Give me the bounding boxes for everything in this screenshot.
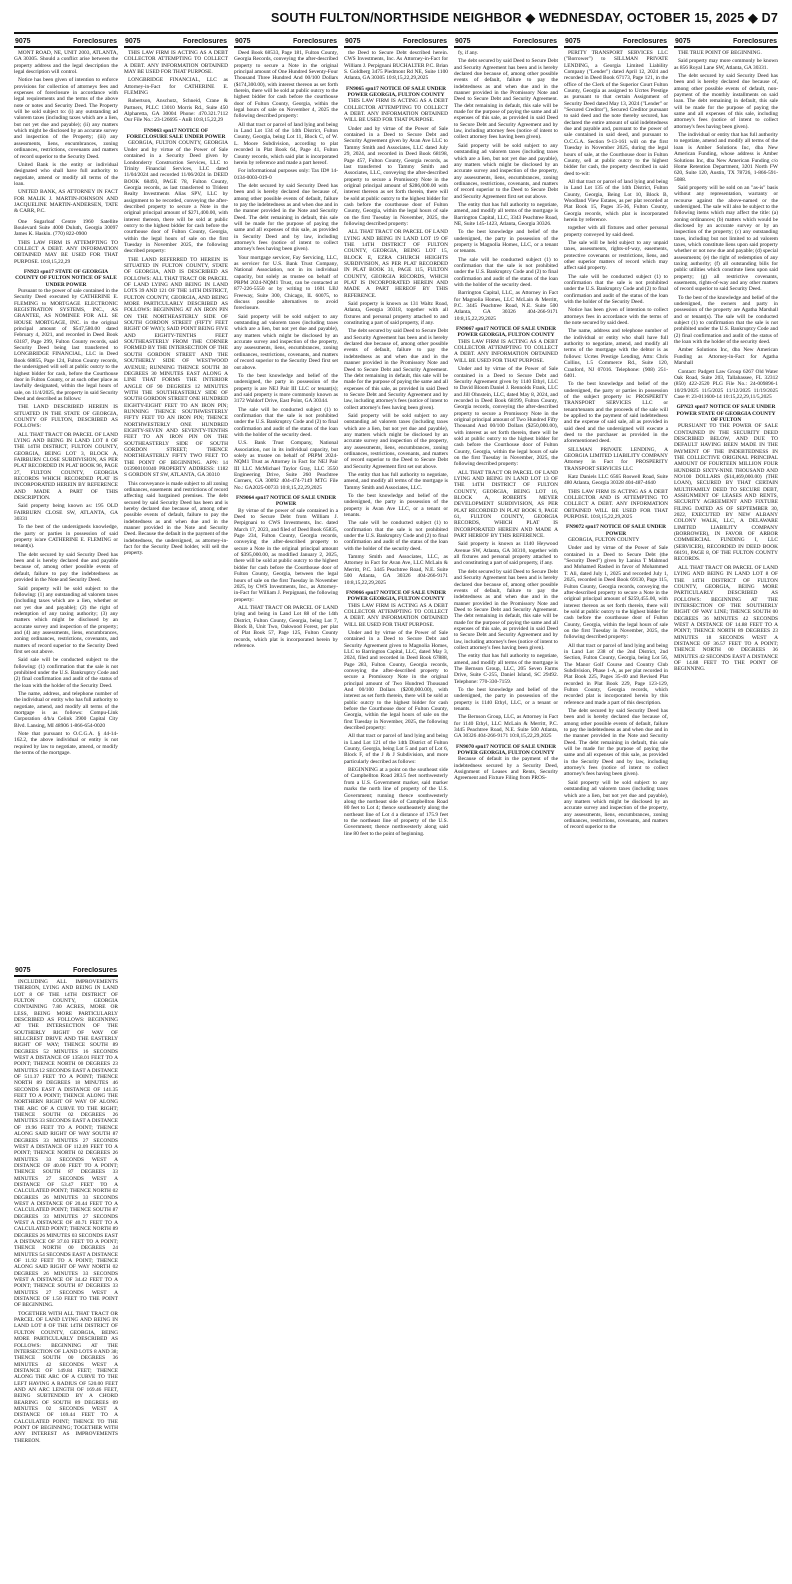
column-body <box>454 48 558 782</box>
notice-paragraph: The sale will be conducted subject (1) to confirmation that the sale is not prohibited under the U.S. Bankruptcy Code and (2) to final confirmation and audit of the status of the loan with the holder of the security deed. <box>234 406 338 438</box>
notice-heading: GPN23 spn17 NOTICE OF SALE UNDER POWER STATE OF GEORGIA COUNTY OF FULTON <box>676 404 776 423</box>
notice-paragraph: By virtue of the power of sale contained in a Deed to Secure Debt from William J. Perpignani to CWS Investments, Inc. dated March 17, 2023, and filed of Deed Book 65835, Page 234, Fulton County, Georgia records, conveying the after-described property to secure a Note in the original principal amount of $395,000.00, as modified January 2, 2025, there will be sold at public outcry to the highest bidder for cash before the Courthouse door of Fulton County, Georgia, between the legal hours of sale on the first Tuesday in November 2025, by CWS Investments, Inc., as Attorney-in-Fact for William J. Perpignani, the following property: <box>234 507 338 603</box>
notice-paragraph: Katz Daniels LLC 6565 Roswell Road, Suite 480 Atlanta, Georgia 30328 404-487-4640 <box>564 474 668 487</box>
column-header <box>14 38 118 48</box>
notice-heading: FN9066 spn17 NOTICE OF SALE UNDER POWER GEORGIA, FULTON COUNTY <box>346 589 446 603</box>
notice-paragraph: Said property will be sold subject to any outstanding ad valorem taxes (including taxes which are a lien, but not yet due and payable), any matters which might be disclosed by an accurate survey and inspection of the property, any assessments, liens, encumbrances, zoning ordinances, restrictions, covenants, and matters of record superior to the Security Deed first set out above. <box>234 313 338 371</box>
column-label: Foreclosures <box>623 38 667 45</box>
notice-paragraph: Said property is known as 131 Waltz Road, Atlanta, Georgia 30318, together with all fixtures and personal property attached to and constituting a part of said property, if any. <box>344 301 448 327</box>
notice-heading: FN923 spn17 STATE OF GEORGIA COUNTY OF FULTON NOTICE OF SALE UNDER POWER <box>15 269 117 288</box>
notice-paragraph: U.S. Bank Trust Company, National Association, not in its individual capacity, but solely as trustee on behalf of PRPM 2024-NQM1 Trust as Attorney in Fact for NEJ Pair III LLC McMichael Taylor Gray, LLC 3550 Engineering Drive, Suite 260 Peachtree Corners, GA 30092 404-474-7149 MTG File No.: GA2025-00733 10:8,15,22,29,2025 <box>234 440 338 491</box>
legal-notice <box>344 86 448 586</box>
column-body <box>344 48 448 837</box>
legal-column <box>454 38 558 967</box>
notice-paragraph: BEGINNING at a point on the southeast side of Campbellton Road 283.5 feet northwesterly from a U.S. Government marker, said marker marks the north line of property of the U.S. Government; running thence southwesterly along the northeast side of Campbellton Road 80 feet to Lot 4; thence southeasterly along the northeast line of Lot 4 a distance of 175.9 feet to the northeast line of property of the U.S. Government; thence northwesterly along said line 80 feet to the point of beginning. <box>344 767 448 837</box>
legal-notice <box>14 50 118 215</box>
notice-paragraph: Said property will be sold subject to any outstanding ad valorem taxes (including taxes which are a lien, but not yet due and payable), any matters which might be disclosed by an accurate survey and inspection of the property, any assessments, liens, encumbrances, zoning ordinances, restrictions, covenants, and matters of record superior to the Deed to Secure Debt and Security Agreement first set out above. <box>454 142 558 200</box>
column-label: Foreclosures <box>73 966 117 974</box>
column-code: 9075 <box>345 38 361 45</box>
notice-paragraph: together with all fixtures and other personal property conveyed by said deed. <box>564 225 668 238</box>
notice-paragraph: ALL THAT TRACT OR PARCEL OF LAND LYING AND BEING IN LAND LOT 13 OF THE 14TH DISTRICT OF FULTON COUNTY, GEORGIA, BEING LOT 16, BLOCK A, ROBERTS MEYER DEVELOPMENT SUBDIVISION, AS PER PLAT RECORDED IN PLAT BOOK 9, PAGE 61, FULTON COUNTY, GEORGIA RECORDS, WHICH PLAT IS INCORPORATED HEREIN AND MADE A PART HEREOF BY THIS REFERENCE. <box>454 469 558 540</box>
notice-paragraph: All that tract or parcel of land lying and being in Land Lot 238 of the 2nd District, 2nd Section, Fulton County, Georgia, being Lot 56, The Manor Golf Course and Country Club Subdivision, Phase 1-A, as per plat recorded in Plat Book 225, Pages 35-40 and Revised Plat recorded in Plat Book 229, Page 123-129, Fulton County, Georgia records, which recorded plat is incorporated herein by this reference and made a part of this description. <box>564 642 668 706</box>
column-label: Foreclosures <box>293 38 337 45</box>
notice-paragraph: To the best knowledge and belief of the undersigned, the party or parties in possession of the subject property is: PROSPERITY TRANSPORT SERVICES LLC or tenant/tenants and the proceeds of the sale will be applied to the payment of said indebtedness and the expense of said sale, all as provided in said deed and the undersigned will execute a deed to the purchaser as provided in the aforementioned deed. <box>564 381 668 445</box>
legal-notice <box>564 524 668 830</box>
notice-heading: FN9065 spn17 NOTICE OF SALE UNDER POWER GEORGIA, FULTON COUNTY <box>346 85 446 99</box>
notice-paragraph: The entity that has full authority to negotiate, amend, and modify all terms of the mortgage is Barrington Capital, LLC, 3343 Peachtree Road, NE, Suite 145-1423, Atlanta, Georgia 30326. <box>454 201 558 227</box>
notice-paragraph: Robertson, Anschutz, Schneid, Crane & Partners, PLLC 13010 Morris Rd., Suite 450 Alpharetta, GA 30004 Phone: 470.321.7112 Our File No.: 23-126695 - AnB 10:8,15,22,29 <box>124 98 228 124</box>
notice-paragraph: Note that pursuant to O.C.G.A. § 44-14-162.2, the above individual or entity is not required by law to negotiate, amend, or modify the terms of the mortgage. <box>14 731 118 757</box>
column-code: 9075 <box>675 38 691 45</box>
column-header <box>14 967 118 977</box>
notice-paragraph: PERITY TRANSPORT SERVICES LLC ("Borrower") to SILLMAN PRIVATE LENDING, a Georgia Limited Liability Company ("Lender") dated April 12, 2024 and recorded in Deed Book 67173, Page 121, in the office of the Clerk of the Superior Court Fulton County, Georgia as assigned to Ucrtes Prestige as pursuant to that certain Assignment of Security Deed dated May 13, 2024 ("Lender" or "Secured Creditor"), Secured Creditor pursuant to said deed and the note thereby secured, has declared the entire amount of said indebtedness due and payable and, pursuant to the power of sale contained in said deed, and pursuant to O.C.G.A. Section 9-13-161 will on the first Tuesday in November 2025, during the legal hours of sale, at the Courthouse door in Fulton County, sell at public outcry to the highest bidder for cash, the property described in said deed to-wit: <box>564 50 668 177</box>
page-masthead <box>14 10 778 34</box>
notice-paragraph: Notice has been given of intention to enforce provisions for collection of attorneys fees and expenses of foreclosure in accordance with legal requirements and the terms of the above note or notes and Security Deed. The Property will be sold subject to: (i) any outstanding ad valorem taxes (including taxes which are a lien, but not yet due and payable); (ii) any matters which might be disclosed by an accurate survey and inspection of the Property; (iii) any assessments, liens, encumbrances, zoning ordinances, restrictions, covenants and matters of record superior to the Security Deed. <box>14 77 118 160</box>
masthead-title: SOUTH FULTON/NORTHSIDE NEIGHBOR ◆ WEDNESDAY, OCTOBER 15, 2025 ◆ D7 <box>270 11 778 25</box>
notice-paragraph: SILLMAN PRIVATE LENDING, A GEORGIA LIMITED LIABILITY COMPANY Attorney in Fact for PROSPERITY TRANSPORT SERVICES LLC <box>564 446 668 472</box>
notice-paragraph: the Deed to Secure Debt described herein. CWS Investments, Inc. As Attorney-in-Fact for William J. Perpignani BUCHALTER P.C. Brian S. Goldberg 3475 Piedmont Rd NE, Suite 1100 Atlanta, GA 30305 10:8,15,22,29,2025 <box>344 50 448 82</box>
column-header <box>124 38 228 48</box>
column-header <box>234 38 338 48</box>
notice-paragraph: The debt secured by said Deed to Secure Debt and Security Agreement has been and is hereby declared due because of, among other possible events of default, failure to pay the indebtedness as and when due and in the manner provided in the Promissory Note and Deed to Secure Debt and Security Agreement. The debt remaining in default, this sale will be made for the purpose of paying the same and all expenses of this sale, as provided in said Deed to Secure Debt and Security Agreement and by law, including attorney fees (notice of intent to collect attorney fees having been given). <box>454 58 558 141</box>
notice-heading: FN9064 spn17 NOTICE OF SALE UNDER POWER <box>236 495 336 508</box>
column-label: Foreclosures <box>403 38 447 45</box>
column-code: 9075 <box>125 38 141 45</box>
legal-column <box>674 38 778 967</box>
legal-notice <box>234 495 338 649</box>
notice-paragraph: Under and by virtue of the Power of Sale contained in a Deed to Secure Debt and Security Agreement given to Magnolia Homes, LLC to Barrington Capital, LLC, dated May 3, 2024, filed and recorded in Deed Book 67888, Page 283, Fulton County, Georgia records, conveying the after-described property to secure a Promissory Note in the original principal amount of Two Hundred Thousand And 00/100 Dollars ($200,000.00), with interest as set forth therein, there will be sold at public outcry to the highest bidder for cash before the Courthouse door of Fulton County, Georgia, within the legal hours of sale on the first Tuesday in November, 2025, the following described property: <box>344 629 448 732</box>
notice-paragraph: PURSUANT TO THE POWER OF SALE CONTAINED IN THE SECURITY DEED DESCRIBED BELOW, AND DUE TO DEFAULT HAVING BEEN MADE IN THE PAYMENT OF THE INDEBTEDNESS IN THE COLLECTIVE ORIGINAL PRINCIPAL AMOUNT OF FOURTEEN MILLION FOUR HUNDRED SIXTY-NINE THOUSAND AND NO/100 DOLLARS ($14,469,000.00) (THE LOAN), SECURED BY THAT CERTAIN MULTIFAMILY DEED TO SECURE DEBT, ASSIGNMENT OF LEASES AND RENTS, SECURITY AGREEMENT AND FIXTURE FILING DATED AS OF SEPTEMBER 30, 2022, EXECUTED BY NEW ALBANY COLONY WALK, LLC, A DELAWARE LIMITED LIABILITY COMPANY (BORROWER), IN FAVOR OF ARBOR COMMERCIAL FUNDING I, LLC (SERVICER), RECORDED IN DEED BOOK 66191, PAGE 8, OF THE FULTON COUNTY RECORDS. <box>674 423 778 563</box>
legal-notice <box>344 50 448 82</box>
notice-paragraph: The entity that has full authority to negotiate, amend, and modify all terms of the mortgage is Tammy Smith and Associates, LLC. <box>344 472 448 491</box>
notice-paragraph: GEORGIA, FULTON COUNTY <box>568 537 640 544</box>
legal-notice <box>454 326 558 740</box>
column-body <box>234 48 338 649</box>
notice-paragraph: Said property may more commonly be known as 856 Royal Lane SW, Atlanta, GA 30331. <box>674 58 778 71</box>
notice-paragraph: Barrington Capital, LLC, as Attorney in Fact for Magnolia Homes, LLC McLain & Merritt, P.C. 3445 Peachtree Road, N.E. Suite 500 Atlanta, GA 30326 404-266-9171 10:8,15,22,29,2025 <box>454 290 558 322</box>
notice-paragraph: THIS LAW FIRM IS ACTING AS A DEBT COLLECTOR ATTEMPTING TO COLLECT A DEBT. ANY INFORMATION OBTAINED MAY BE USED FOR THAT PURPOSE. <box>124 50 228 76</box>
notice-paragraph: The sale will be held subject to any unpaid taxes, assessments, rights-of-way, easements, protective covenants or restrictions, liens, and other superior matters of record which may affect said property. <box>564 239 668 272</box>
notice-paragraph: Said property will be sold subject to any outstanding ad valorem taxes (including taxes which are a lien, but not yet due and payable), any matters which might be disclosed by an accurate survey and inspection of the property, any assessments, liens, encumbrances, zoning ordinances, restrictions, covenants, and matters of record superior to the <box>564 779 668 831</box>
legal-column <box>14 38 118 967</box>
legal-notice <box>674 50 778 400</box>
legal-notice <box>564 50 668 520</box>
column-label: Foreclosures <box>733 38 777 45</box>
notice-paragraph: To the best knowledge and belief of the undersigned, the party in possession of the property is are NEJ Pair III LLC or tenant(s); and said property is more commonly known as 3172 Waldorf Drive, East Point, GA 30344. <box>234 372 338 405</box>
notice-paragraph: The individual or entity that has full authority to negotiate, amend and modify all terms of the loan is Amber Solutions Inc, dba New American Funding, whose address is Amber Solutions Inc, dba New American Funding c/o Home Retention Department, 3201 North FW 620, Suite 120, Austin, TX 78726, 1-866-591-5088. <box>674 132 778 183</box>
notice-heading: FN9063 spn17 NOTICE OF FORECLOSURE SALE UNDER POWER <box>126 127 226 141</box>
column-body <box>674 48 778 673</box>
notice-paragraph: THIS LAW FIRM IS ACTING AS A DEBT COLLECTOR ATTEMPTING TO COLLECT A DEBT. ANY INFORMATION OBTAINED WILL BE USED FOR THAT PURPOSE. <box>344 98 448 124</box>
legal-notice <box>674 404 778 672</box>
notice-paragraph: All that tract or parcel of land lying and being in Land Lot 134 of the 14th District, Fulton County, Georgia, being Lot 11, Block C, of W. L. Moore Subdivision, according to plat recorded in Plat Book 64, Page 41, Fulton County records, which said plat is incorporated herein by reference and made a part hereof. <box>234 121 338 166</box>
column-header <box>564 38 668 48</box>
notice-paragraph: MONT ROAD, NE, UNIT 2003, ATLANTA, GA 30305. Should a conflict arise between the property address and the legal description the legal description will control. <box>14 50 118 76</box>
notice-paragraph: Deed Book 68533, Page 181, Fulton County, Georgia Records, conveying the after-described property to secure a Note in the original principal amount of One Hundred Seventy-Four Thousand Three Hundred And 00/100 Dollars ($174,300.00), with interest thereon as set forth therein, there will be sold at public outcry to the highest bidder for cash before the courthouse door of Fulton County, Georgia, within the legal hours of sale on November 4, 2025 the following described property: <box>234 50 338 120</box>
notice-paragraph: The debt secured by said Security Deed has been and is hereby declared due and payable because of, among other possible events of default, failure to pay the indebtedness as provided in the Note and Security Deed. <box>14 551 118 584</box>
notice-paragraph: Under and by virtue of the Power of Sale contained in a Deed to Secure Debt and Security Agreement given by Avan Ave LLC to Tammy Smith and Associates, LLC dated July 29, 2024, and recorded in Deed Book 68198, Page 457, Fulton County, Georgia records, as last transferred to Tammy Smith and Associates, LLC, conveying the after-described property to secure a Promissory Note in the original principal amount of $286,000.00 with interest thereon as set forth therein, there will be sold at public outcry to the highest bidder for cash before the courthouse door of Fulton County, Georgia, within the legal hours of sale on the first Tuesday in November, 2025, the following described property: <box>344 125 448 227</box>
notice-paragraph: All that tract or parcel of land lying and being in Land Lot 135 of the 14th District, Fulton County, Georgia, Being Lot 10, Block B, Woodland View Estates, as per plat recorded at Plat Book 15, Pages 35-36, Fulton County, Georgia records, which plat is incorporated herein by reference. <box>564 178 668 223</box>
notice-paragraph: ALL THAT TRACT OR PARCEL OF LAND LYING AND BEING IN LAND LOT 19 OF THE 14TH DISTRICT OF FULTON COUNTY, GEORGIA, BEING LOT 15, BLOCK E, EZRA CHURCH HEIGHTS SUBDIVISION, AS PER PLAT RECORDED IN PLAT BOOK 31, PAGE 115, FULTON COUNTY, GEORGIA RECORDS, WHICH PLAT IS INCORPORATED HEREIN AND MADE A PART HEREOF BY THIS REFERENCE. <box>344 229 448 299</box>
notice-paragraph: To the best of the knowledge and belief of the undersigned, the owners and party in possession of the property are Agatha Marshall and or tenant(s). The sale will be conducted subject (1) to confirmation that the sale is not prohibited under the U.S. Bankruptcy Code and (2) final confirmation and audit of the status of the loan with the holder of the security deed. <box>674 294 778 346</box>
notice-paragraph: The sale will be conducted subject (1) to confirmation that the sale is not prohibited under the U.S. Bankruptcy Code and (2) to final confirmation and audit of the status of the loan with the holder of the Security Deed. <box>564 273 668 306</box>
notice-paragraph: THIS LAW FIRM IS ACTING AS A DEBT COLLECTOR ATTEMPTING TO COLLECT A DEBT. ANY INFORMATION OBTAINED WILL BE USED FOR THAT PURPOSE. <box>344 602 448 628</box>
column-header <box>344 38 448 48</box>
notice-heading: FN9072 spn17 NOTICE OF SALE UNDER POWER <box>566 524 666 537</box>
notice-paragraph: UNITED BANK, AS ATTORNEY IN FACT FOR MALIK J. MARTIN-JOHNSON AND JACQUELINE MARTIN-ANDERSEN, TATE & CARR, P.C. <box>14 189 118 215</box>
notice-paragraph: Your mortgage servicer, Fay Servicing, LLC, as servicer for U.S. Bank Trust Company, National Association, not in its individual capacity, but solely as trustee on behalf of PRPM 2024-NQM1 Trust, can be contacted at 877-226-5550 or by writing to 1601 LBJ Freeway, Suite 300, Chicago, IL 60075, to discuss possible alternatives to avoid foreclosure. <box>234 254 338 312</box>
column-body <box>124 48 228 557</box>
notice-paragraph: To the best knowledge and belief of the undersigned, the party in possession of the property is 1140 Ethyl, LLC, or a tenant or tenants. <box>454 687 558 713</box>
notice-paragraph: Said property will be sold subject to the following: (1) any outstanding ad valorem taxes (including taxes which are a lien, whether or not yet due and payable); (2) the right of redemption of any taxing authority; (3) any matters which might be disclosed by an accurate survey and inspection of the property; and (4) any assessments, liens, encumbrances, zoning ordinances, restrictions, covenants, and matters of record superior to the Security Deed first set out above. <box>14 585 118 655</box>
column-body <box>14 977 118 1444</box>
legal-notice <box>124 128 228 557</box>
notice-paragraph: THE TRUE POINT OF BEGINNING. <box>678 50 762 56</box>
notice-paragraph: Amber Solutions Inc, dba New American Funding as Attorney-in-Fact for Agatha Marshall <box>674 347 778 367</box>
notice-paragraph: The name, address, and telephone number of the individual or entity who has full authority to negotiate, amend, and modify all terms of the mortgage is as follows: Compu-Link Corporation d/b/a Celink 3900 Capital City Blvd. Lansing, MI 48906 1-866-654-0020 <box>14 691 118 729</box>
notice-paragraph: Notice has been given of intention to collect attorneys fees in accordance with the terms of the note secured by said deed. <box>564 307 668 327</box>
notice-paragraph: INCLUDING ALL IMPROVEMENTS THEREON, LYING AND BEING IN LAND LOT 8 OF THE 14TH DISTRICT OF FULTON COUNTY, GEORGIA CONTAINING 7.80 ACRES, MORE OR LESS, BEING MORE PARTICULARLY DESCRIBED AS FOLLOWS: BEGINNING AT THE INTERSECTION OF THE SOUTHERLY RIGHT OF WAY OF HILLCREST DRIVE AND THE EASTERLY RIGHT OF WAY; THENCE SOUTH 89 DEGREES 52 MINUTES 16 SECONDS WEST A DISTANCE OF 1358.01 FEET TO A POINT; THENCE NORTH 00 DEGREES 23 MINUTES 12 SECONDS EAST A DISTANCE OF 511.37 FEET TO A POINT; THENCE NORTH 89 DEGREES 18 MINUTES 46 SECONDS EAST A DISTANCE OF 141.35 FEET TO A POINT; THENCE ALONG THE NORTHERN RIGHT OF WAY OF ALONG THE ARC OF A CURVE TO THE RIGHT; THENCE SOUTH 02 DEGREES 26 MINUTES 33 SECONDS EAST A DISTANCE OF 19.96 FEET TO A POINT; THENCE ALONG SAID RIGHT OF WAY SOUTH 87 DEGREES 33 MINUTES 27 SECONDS WEST A DISTANCE OF 112.09 FEET TO A POINT; THENCE NORTH 02 DEGREES 26 MINUTES 33 SECONDS WEST A DISTANCE OF 40.00 FEET TO A POINT; THENCE SOUTH 87 DEGREES 33 MINUTES 27 SECONDS WEST A DISTANCE OF 53.47 FEET TO A CALCULATED POINT; THENCE NORTH 02 DEGREES 26 MINUTES 33 SECONDS WEST A DISTANCE OF 20.44 FEET TO A CALCULATED POINT; THENCE SOUTH 87 DEGREES 33 MINUTES 27 SECONDS WEST A DISTANCE OF 40.71 FEET TO A CALCULATED POINT; THENCE NORTH 89 DEGREES 26 MINUTES 03 SECONDS EAST A DISTANCE OF 37.03 FEET TO A POINT; THENCE NORTH 00 DEGREES 24 MINUTES 54 SECONDS EAST A DISTANCE OF 11.92 FEET TO A POINT; THENCE ALONG SAID RIGHT OF WAY NORTH 02 DEGREES 26 MINUTES 33 SECONDS WEST A DISTANCE OF 34.42 FEET TO A POINT; THENCE SOUTH 87 DEGREES 33 MINUTES 27 SECONDS WEST A DISTANCE OF 1.50 FEET TO THE POINT OF BEGINNING. <box>14 978 118 1309</box>
legal-notice <box>234 50 338 491</box>
column-body <box>564 48 668 831</box>
notice-paragraph: The debt secured by said Security Deed has been and is hereby declared due because of, among other possible events of default, non-payment of the monthly installments on said loan. The debt remaining in default, this sale will be made for the purpose of paying the same and all expenses of this sale, including attorney's fees (notice of intent to collect attorney's fees having been given). <box>674 73 778 130</box>
column-label: Foreclosures <box>73 38 117 45</box>
notice-paragraph: United Bank is the entity or individual designated who shall have full authority to negotiate, amend or modify all terms of the loan. <box>14 161 118 187</box>
column-code: 9075 <box>235 38 251 45</box>
notice-paragraph: This conveyance is made subject to all zoning ordinances, easements and restrictions of record affecting said bargained premises. The debt secured by said Security Deed has been and is hereby declared due because of, among other possible events of default, failure to pay the indebtedness as and when due and in the manner provided in the Note and Security Deed. Because the default in the payment of the indebtedness, the undersigned, as attorney-in-fact for the Security Deed holder, will sell the property. <box>124 480 228 557</box>
notice-paragraph: The name, address and telephone number of the individual or entity who shall have full authority to negotiate, amend, and modify all terms of the mortgage with the debtor is as follows: Ucrtes Prestige Lending, Attn: Chris Collins, 1.5 Commerce Rd., Suite 120, Cranford, NJ 07016. Telephone: (908) 251-6401. <box>564 328 668 379</box>
notice-paragraph: The entity that has full authority to negotiate, amend, and modify all terms of the mortgage is The Bernson Group, LLC, 205 Seven Farms Drive, Suite C-255, Daniel Island, SC 29492. Telephone: 770-330-7159. <box>454 653 558 685</box>
column-code: 9075 <box>565 38 581 45</box>
column-label: Foreclosures <box>513 38 557 45</box>
notice-paragraph: THIS LAW FIRM IS ATTEMPTING TO COLLECT A DEBT. ANY INFORMATION OBTAINED MAY BE USED FOR THAT PURPOSE. 10:8,15,22,29 <box>14 239 118 265</box>
notice-heading: FN9070 spn17 NOTICE OF SALE UNDER POWER GEORGIA, FULTON COUNTY <box>456 743 556 757</box>
column-label: Foreclosures <box>183 38 227 45</box>
notice-paragraph: ALL THAT TRACT OR PARCEL OF LAND LYING AND BEING IN LAND LOT 8 OF THE 14TH DISTRICT, FULTON COUNTY, GEORGIA, BEING LOT 3, BLOCK A, FAIRBURN CLOSE SUBDIVISION, AS PER PLAT RECORDED IN PLAT BOOK 96, PAGE 27, FULTON COUNTY, GEORGIA RECORDS WHICH RECORDED PLAT IS INCORPORATED HEREIN BY REFERENCE AND MADE A PART OF THIS DESCRIPTION. <box>14 431 118 502</box>
notice-paragraph: LONGBRIDGE FINANCIAL, LLC as Attorney-in-Fact for CATHERINE E. FLEMING <box>124 77 228 97</box>
notice-paragraph: THE LAND REFERRED TO HEREIN IS SITUATED IN FULTON COUNTY, STATE OF GEORGIA, AND IS DESCRIBED AS FOLLOWS: ALL THAT TRACT OR PARCEL OF LAND LYING AND BEING IN LAND LOTS 39 AND 121 OF THE 14TH DISTRICT, FULTON COUNTY, GEORGIA, AND BEING MORE PARTICULARLY DESCRIBED AS FOLLOWS: BEGINNING AT AN IRON PIN ON THE NORTHEASTERLY SIDE OF SOUTH GORDON STREET (FIFTY FEET RIGHT OF WAY); SAID POINT BEING FIVE AND EIGHTY-TENTHS FEET SOUTHEASTERLY FROM THE CORNER FORMED BY THE INTERSECTION OF THE SOUTH GORDON STREET AND THE SOUTHERLY SIDE OF WESTWOOD AVENUE; RUNNING THENCE SOUTH 38 DEGREES 30 MINUTES EAST ALONG A LINE THAT FORMS THE INTERIOR ANGLE OF 90 DEGREES 12 MINUTES WITH THE SOUTHEASTERLY SIDE OF SOUTH GORDON STREET ONE HUNDRED EIGHTY-EIGHT FEET TO AN IRON PIN; RUNNING THENCE SOUTHWESTERLY FIFTY FEET TO AN IRON PIN; THENCE NORTHWESTERLY ONE HUNDRED EIGHTY-SEVEN AND SEVENTY-TENTHS FEET TO AN IRON PIN ON THE SOUTHEASTERLY SIDE OF SOUTH GORDON STREET; THENCE NORTHEASTERLY FIFTY TWO FEET TO THE POINT OF BEGINNING. APN: 14 013900101040 PROPERTY ADDRESS: 1182 S GORDON ST SW, ATLANTA, GA 30310 <box>124 256 228 479</box>
notice-paragraph: ALL THAT TRACT OR PARCEL OF LAND LYING AND BEING IN LAND LOT 8 OF THE 14TH DISTRICT OF FULTON COUNTY, GEORGIA, BEING MORE PARTICULARLY DESCRIBED AS FOLLOWS: BEGINNING AT THE INTERSECTION OF THE SOUTHERLY RIGHT OF WAY LINE; THENCE SOUTH 00 DEGREES 36 MINUTES 42 SECONDS WEST A DISTANCE OF 14.88 FEET TO A POINT; THENCE NORTH 89 DEGREES 23 MINUTES 18 SECONDS WEST A DISTANCE OF 36.57 FEET TO A POINT; THENCE NORTH 00 DEGREES 36 MINUTES 42 SECONDS EAST A DISTANCE OF 14.88 FEET TO THE POINT OF BEGINNING. <box>674 564 778 673</box>
legal-column <box>124 38 228 967</box>
notice-paragraph: The debt secured by said Deed to Secure Debt and Security Agreement has been and is hereby declared due because of, among other possible events of default, failure to pay the indebtedness as and when due and in the manner provided in the Promissory Note and Deed to Secure Debt and Security Agreement. The debt remaining in default, this sale will be made for the purpose of paying the same and all expenses of this sale, as provided in said Deed to Secure Debt and Security Agreement and by law, including attorney's fees (notice of intent to collect attorney's fees having been given). <box>344 328 448 411</box>
notice-paragraph: Pursuant to the power of sale contained in the Security Deed executed by CATHERINE E. FLEMING to MORTGAGE ELECTRONIC REGISTRATION SYSTEMS, INC., AS GRANTEE, AS NOMINEE FOR ALL SE HOUSE MORTGAGE, INC. in the original principal amount of $547,580.00 dated February 4, 2021, and recorded in Deed Book 63187, Page 299, Fulton County records, said Security Deed being last transferred to LONGBRIDGE FINANCIAL, LLC in Deed Book 68855, Page 124, Fulton County records, the undersigned will sell at public outcry to the highest bidder for cash, before the Courthouse door in Fulton County, or at such other place as lawfully designated, within the legal hours of sale, on 11/4/2025, the property in said Security Deed and described as follows: <box>14 288 118 402</box>
notice-paragraph: Under and by virtue of the Power of Sale contained in a Deed to Secure Debt (the "Security Deed") given by Lanisa T Mahmud and Mohamed Rashed in favor of Mohammed T. Ali, dated July 1, 2025 and recorded July 1, 2025, recorded in Deed Book 69130, Page 115, Fulton County, Georgia records, conveying the after-described property to secure a Note in the original principal amount of $259,455.00, with interest thereon as set forth therein, there will be sold at public outcry to the highest bidder for cash before the courthouse door of Fulton County, Georgia, within the legal hours of sale on the first Tuesday in November, 2025, the following described property: <box>564 545 668 641</box>
notice-paragraph: The Bernson Group, LLC, as Attorney in Fact for 1140 Ethyl, LLC McLain & Merritt, P.C. 3445 Peachtree Road, N.E. Suite 500 Atlanta, GA 30326 404-266-9171 10:8,15,22,29,2025 <box>454 714 558 740</box>
notice-paragraph: Said property is known as 1140 Heywood Avenue SW, Atlanta, GA 30310, together with all fixtures and personal property attached to and constituting a part of said property, if any. <box>454 541 558 567</box>
column-header <box>454 38 558 48</box>
notice-paragraph: GEORGIA, FULTON COUNTY, GEORGIA Under and by virtue of the Power of Sale contained in a Security Deed given by Londonderry Construction Services, LLC to Trinity Financial Services, LLC dated 11/04/2024 and recorded 11/06/2024 in DEED BOOK 68493, PAGE 78, Fulton County, Georgia records, as last transferred to Trident Realty Investments Alias SPV, LLC by assignment to be recorded, conveying the after-described property to secure a Note in the original principal amount of $271,400.00, with interest thereon, there will be sold at public outcry to the highest bidder for cash before the courthouse door of Fulton County, Georgia, within the legal hours of sale on the first Tuesday in November 2025, the following described property: <box>124 140 228 255</box>
notice-paragraph: THE LAND DESCRIBED HEREIN IS SITUATED IN THE STATE OF GEORGIA, COUNTY OF FULTON, DESCRIBED AS FOLLOWS: <box>14 404 118 430</box>
notice-paragraph: Because of default in the payment of the indebtedness secured by a Security Deed, Assignment of Leases and Rents, Security Agreement and Fixture Filing from PROS- <box>454 756 558 782</box>
notice-paragraph: fy, if any. <box>458 50 479 56</box>
legal-column <box>564 38 668 967</box>
notice-paragraph: The sale will be conducted subject (1) to confirmation that the sale is not prohibited under the U.S. Bankruptcy Code and (2) to final confirmation and audit of the status of the loan with the holder of the security deed. <box>344 520 448 552</box>
notice-paragraph: The debt secured by said Security Deed has been and is hereby declared due because of, among other possible events of default, failure to pay the indebtedness as and when due and in the manner provided in the Note and Security Deed. The debt remaining in default, this sale will be made for the purpose of paying the same and all expenses of this sale, as provided in Security Deed and by law, including attorney's fees (notice of intent to collect attorney's fees having been given). <box>234 182 338 253</box>
legal-notice <box>454 50 558 322</box>
column-code: 9075 <box>15 966 31 974</box>
notice-paragraph: The debt secured by said Security Deed has been and is hereby declared due because of, among other possible events of default, failure to pay the indebtedness as and when due and in the manner provided in the Note and Security Deed. The debt remaining in default, this sale will be made for the purpose of paying the same and all expenses of this sale, as provided in the Security Deed and by law, including attorney's fees (notice of intent to collect attorney's fees having been given). <box>564 708 668 778</box>
legal-notice <box>344 590 448 837</box>
notice-paragraph: To the best knowledge and belief of the undersigned, the party in possession of the property is Magnolia Homes, LLC, or a tenant or tenants. <box>454 229 558 255</box>
legal-notice <box>454 744 558 782</box>
notice-paragraph: To the best knowledge and belief of the undersigned, the party in possession of the property is Avan Ave LLC, or a tenant or tenants. <box>344 493 448 519</box>
notice-paragraph: Said property will be sold subject to any outstanding ad valorem taxes (including taxes which are a lien, but not yet due and payable), any matters which might be disclosed by an accurate survey and inspection of the property, any assessments, liens, encumbrances, zoning ordinances, restrictions, covenants, and matters of record superior to the Deed to Secure Debt and Security Agreement first set out above. <box>344 412 448 470</box>
legal-column <box>14 967 118 1574</box>
notice-paragraph: For informational purposes only: Tax ID# 14-0134-0003-019-0 <box>234 168 338 181</box>
notice-paragraph: Said property will be sold on an "as-is" basis without any representation, warranty or recourse against the above-named or the undersigned. The sale will also be subject to the following items which may affect the title: (a) zoning ordinances; (b) matters which would be disclosed by an accurate survey or by an inspection of the property; (c) any outstanding taxes, including but not limited to ad valorem taxes, which constitute liens upon said property whether or not now due and payable; (d) special assessments; (e) the right of redemption of any taxing authority; (f) all outstanding bills for public utilities which constitute liens upon said property; (g) all restrictive covenants, easements, rights-of-way and any other matters of record superior to said Security Deed. <box>674 184 778 293</box>
legal-notice <box>14 269 118 756</box>
notice-paragraph: Said property being known as: 195 OLD FAIRBURN CLOSE SW, ATLANTA, GA 30331 <box>14 503 118 523</box>
notice-heading: FN9067 spn17 NOTICE OF SALE UNDER POWER GEORGIA, FULTON COUNTY <box>456 326 556 339</box>
column-code: 9075 <box>455 38 471 45</box>
column-header <box>674 38 778 48</box>
legal-column <box>344 38 448 967</box>
legal-column <box>234 38 338 967</box>
notice-paragraph: Under and by virtue of the Power of Sale contained in a Deed to Secure Debt and Security Agreement given by 1140 Ethyl, LLC to David Bloom Daniel J. Rennolds Frank, LLC and Jill Ohnstein, LLC, dated May 8, 2024, and recorded in Deed Book 68199, Fulton County, Georgia records, conveying the after-described property to secure a Promissory Note in the original principal amount of Two Hundred Fifty Thousand And 00/100 Dollars ($250,000.00), with interest as set forth therein, there will be sold at public outcry to the highest bidder for cash before the Courthouse door of Fulton County, Georgia, within the legal hours of sale on the first Tuesday in November, 2025, the following described property: <box>454 366 558 468</box>
notice-paragraph: Said sale will be conducted subject to the following: (1) confirmation that the sale is not prohibited under the U.S. Bankruptcy Code and (2) final confirmation and audit of the status of the loan with the holder of the Security Deed. <box>14 657 118 689</box>
notice-paragraph: THIS LAW FIRM IS ACTING AS A DEBT COLLECTOR ATTEMPTING TO COLLECT A DEBT. ANY INFORMATION OBTAINED WILL BE USED FOR THAT PURPOSE. <box>454 338 558 364</box>
notice-paragraph: The debt secured by said Deed to Secure Debt and Security Agreement has been and is hereby declared due because of, among other possible events of default, failure to pay the indebtedness as and when due and in the manner provided in the Promissory Note and Deed to Secure Debt and Security Agreement. The debt remaining in default, this sale will be made for the purpose of paying the same and all expenses of this sale, as provided in said Deed to Secure Debt and Security Agreement and by law, including attorney's fees (notice of intent to collect attorney's fees having been given). <box>454 568 558 651</box>
notice-paragraph: The sale will be conducted subject (1) to confirmation that the sale is not prohibited under the U.S. Bankruptcy Code and (2) to final confirmation and audit of the status of the loan with the holder of the security deed. <box>454 256 558 289</box>
legal-notice <box>124 50 228 124</box>
notice-paragraph: Contact: Padgett Law Group 6267 Old Water Oak Road, Suite 203, Tallahassee, FL 32312 (850) 422-2520 PLG File No.: 24-009896-1 10/29/2025 11/5/2025 11/12/2025 11/19/2025 Case #: 23-011600-14 10:15,22,29,11/5,2025 <box>674 368 778 400</box>
column-code: 9075 <box>15 38 31 45</box>
notice-paragraph: ALL THAT TRACT OR PARCEL OF LAND lying and being in Land Lot 88 of the 14th District, Fulton County, Georgia, being Lot 7, Block B, Unit Two, Oakwood Forest, per plat of Plat Book 57, Page 125, Fulton County records, which plat is incorporated herein by reference. <box>234 604 338 649</box>
notice-paragraph: All that tract or parcel of land lying and being in Land Lot 121 of the 14th District of Fulton County, Georgia, being Lot 5 and part of Lot 6, Block F, of the J & J Subdivision, and more particularly described as follows: <box>344 733 448 765</box>
notice-paragraph: THIS LAW FIRM IS ACTING AS A DEBT COLLECTOR AND IS ATTEMPTING TO COLLECT A DEBT. ANY INFORMATION OBTAINED WILL BE USED FOR THAT PURPOSE. 10:8,15,22,29,2025 <box>564 488 668 521</box>
notice-paragraph: Tammy Smith and Associates, LLC, as Attorney in Fact for Avan Ave, LLC McLain & Merritt, P.C. 3445 Peachtree Road, N.E. Suite 500 Atlanta, GA 30326 404-266-9171 10:8,15,22,29,2025 <box>344 554 448 586</box>
legal-notice <box>14 979 118 1444</box>
legal-notice <box>14 219 118 265</box>
column-body <box>14 48 118 756</box>
notice-paragraph: TOGETHER WITH ALL THAT TRACT OR PARCEL OF LAND LYING AND BEING IN LAND LOT 8 OF THE 14TH DISTRICT OF FULTON COUNTY, GEORGIA, BEING MORE PARTICULARLY DESCRIBED AS FOLLOWS: BEGINNING AT THE INTERSECTION OF LAND LOTS 8 AND 38; THENCE SOUTH 00 DEGREES 36 MINUTES 42 SECONDS WEST A DISTANCE OF 149.84 FEET; THENCE ALONG THE ARC OF A CURVE TO THE LEFT HAVING A RADIUS OF 520.00 FEET AND AN ARC LENGTH OF 169.46 FEET, BEING SUBTENDED BY A CHORD BEARING OF SOUTH 89 DEGREES 09 MINUTES 02 SECONDS WEST A DISTANCE OF 169.44 FEET TO A CALCULATED POINT; THENCE TO THE POINT OF BEGINNING; TOGETHER WITH ANY INTEREST AS IMPROVEMENTS THEREON. <box>14 1310 118 1444</box>
notice-paragraph: To the best of the undersigneds knowledge, the party or parties in possession of said property is/are CATHERINE E. FLEMING or tenant(s). <box>14 524 118 550</box>
notice-paragraph: One Sugarloaf Centre 1960 Satellite Boulevard Suite 4000 Duluth, Georgia 30097 James K. Haskin. (770) 822-0900 <box>14 218 118 238</box>
classifieds-grid <box>14 38 778 1574</box>
